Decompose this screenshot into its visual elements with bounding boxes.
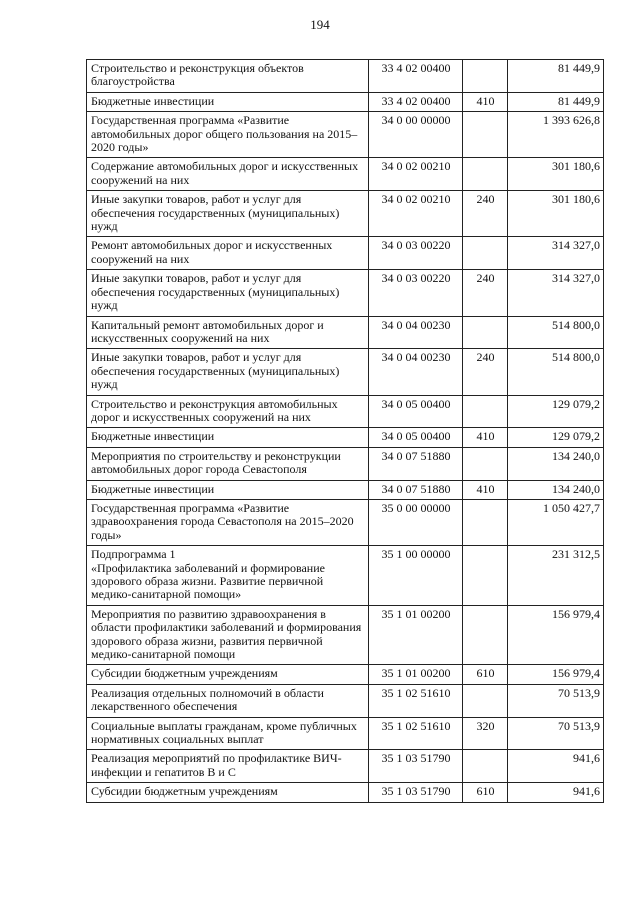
row-name-cell: Бюджетные инвестиции	[87, 480, 369, 499]
row-name-cell: Реализация отдельных полномочий в области лекарственного обеспечения	[87, 684, 369, 717]
row-amount-cell: 514 800,0	[508, 316, 604, 349]
row-code-cell: 34 0 03 00220	[369, 237, 463, 270]
row-code-cell: 33 4 02 00400	[369, 92, 463, 111]
row-name-cell: Содержание автомобильных дорог и искусственных сооружений на них	[87, 158, 369, 191]
row-amount-cell: 514 800,0	[508, 349, 604, 395]
row-expense-type-cell: 610	[463, 783, 508, 802]
row-name-cell: Субсидии бюджетным учреждениям	[87, 665, 369, 684]
row-amount-cell: 134 240,0	[508, 447, 604, 480]
row-expense-type-cell	[463, 60, 508, 93]
row-code-cell: 34 0 04 00230	[369, 316, 463, 349]
row-amount-cell: 81 449,9	[508, 92, 604, 111]
row-name-cell: Подпрограмма 1 «Профилактика заболеваний и формирование здорового образа жизни. Развитие первичной медико-санитарной помощи»	[87, 546, 369, 606]
row-amount-cell: 941,6	[508, 783, 604, 802]
table-row	[87, 92, 604, 111]
row-amount-cell: 70 513,9	[508, 684, 604, 717]
row-expense-type-cell	[463, 750, 508, 783]
row-amount-cell: 81 449,9	[508, 60, 604, 93]
row-name-cell: Государственная программа «Развитие здравоохранения города Севастополя на 2015–2020 годы»	[87, 499, 369, 545]
row-amount-cell: 129 079,2	[508, 395, 604, 428]
row-code-cell: 34 0 05 00400	[369, 395, 463, 428]
row-code-cell: 34 0 03 00220	[369, 270, 463, 316]
row-expense-type-cell: 410	[463, 428, 508, 447]
table-row	[87, 428, 604, 447]
row-amount-cell: 129 079,2	[508, 428, 604, 447]
table-row	[87, 158, 604, 191]
row-code-cell: 34 0 07 51880	[369, 480, 463, 499]
row-code-cell: 34 0 07 51880	[369, 447, 463, 480]
row-expense-type-cell	[463, 447, 508, 480]
row-code-cell: 35 1 01 00200	[369, 605, 463, 665]
budget-table-body	[87, 60, 604, 803]
table-row	[87, 112, 604, 158]
row-expense-type-cell	[463, 237, 508, 270]
row-name-cell: Бюджетные инвестиции	[87, 92, 369, 111]
table-row	[87, 316, 604, 349]
row-expense-type-cell: 410	[463, 92, 508, 111]
row-amount-cell: 156 979,4	[508, 605, 604, 665]
row-code-cell: 34 0 02 00210	[369, 158, 463, 191]
table-row	[87, 546, 604, 606]
row-code-cell: 35 1 02 51610	[369, 717, 463, 750]
table-row	[87, 349, 604, 395]
row-amount-cell: 301 180,6	[508, 191, 604, 237]
table-row	[87, 684, 604, 717]
table-row	[87, 191, 604, 237]
row-amount-cell: 1 050 427,7	[508, 499, 604, 545]
row-code-cell: 34 0 05 00400	[369, 428, 463, 447]
row-expense-type-cell: 240	[463, 349, 508, 395]
table-row	[87, 750, 604, 783]
row-code-cell: 33 4 02 00400	[369, 60, 463, 93]
row-name-cell: Иные закупки товаров, работ и услуг для обеспечения государственных (муниципальных) нужд	[87, 191, 369, 237]
row-code-cell: 35 1 03 51790	[369, 783, 463, 802]
row-amount-cell: 70 513,9	[508, 717, 604, 750]
row-code-cell: 34 0 02 00210	[369, 191, 463, 237]
row-expense-type-cell	[463, 316, 508, 349]
page-number: 194	[310, 17, 330, 32]
table-row	[87, 237, 604, 270]
row-amount-cell: 314 327,0	[508, 237, 604, 270]
row-name-cell: Строительство и реконструкция объектов благоустройства	[87, 60, 369, 93]
table-row	[87, 447, 604, 480]
row-amount-cell: 156 979,4	[508, 665, 604, 684]
row-code-cell: 34 0 00 00000	[369, 112, 463, 158]
row-expense-type-cell	[463, 605, 508, 665]
row-expense-type-cell	[463, 546, 508, 606]
row-expense-type-cell: 410	[463, 480, 508, 499]
row-name-cell: Реализация мероприятий по профилактике ВИЧ-инфекции и гепатитов В и С	[87, 750, 369, 783]
row-code-cell: 34 0 04 00230	[369, 349, 463, 395]
row-expense-type-cell	[463, 158, 508, 191]
row-expense-type-cell	[463, 395, 508, 428]
row-name-cell: Строительство и реконструкция автомобильных дорог и искусственных сооружений на них	[87, 395, 369, 428]
row-expense-type-cell	[463, 112, 508, 158]
row-code-cell: 35 1 00 00000	[369, 546, 463, 606]
row-code-cell: 35 0 00 00000	[369, 499, 463, 545]
row-amount-cell: 1 393 626,8	[508, 112, 604, 158]
row-amount-cell: 301 180,6	[508, 158, 604, 191]
row-code-cell: 35 1 02 51610	[369, 684, 463, 717]
table-row	[87, 60, 604, 93]
table-row	[87, 717, 604, 750]
budget-table	[86, 59, 604, 803]
row-name-cell: Иные закупки товаров, работ и услуг для обеспечения государственных (муниципальных) нужд	[87, 270, 369, 316]
row-name-cell: Иные закупки товаров, работ и услуг для обеспечения государственных (муниципальных) нужд	[87, 349, 369, 395]
table-row	[87, 395, 604, 428]
row-name-cell: Бюджетные инвестиции	[87, 428, 369, 447]
table-row	[87, 605, 604, 665]
row-expense-type-cell: 240	[463, 191, 508, 237]
row-name-cell: Мероприятия по развитию здравоохранения в области профилактики заболеваний и формирования здорового образа жизни, развития первичной медико-санитарной помощи	[87, 605, 369, 665]
row-name-cell: Государственная программа «Развитие автомобильных дорог общего пользования на 2015–2020 годы»	[87, 112, 369, 158]
row-expense-type-cell: 240	[463, 270, 508, 316]
row-name-cell: Мероприятия по строительству и реконструкции автомобильных дорог города Севастополя	[87, 447, 369, 480]
table-row	[87, 270, 604, 316]
table-row	[87, 499, 604, 545]
table-row	[87, 783, 604, 802]
row-amount-cell: 314 327,0	[508, 270, 604, 316]
row-expense-type-cell	[463, 499, 508, 545]
row-code-cell: 35 1 01 00200	[369, 665, 463, 684]
row-name-cell: Социальные выплаты гражданам, кроме публичных нормативных социальных выплат	[87, 717, 369, 750]
table-row	[87, 665, 604, 684]
row-amount-cell: 941,6	[508, 750, 604, 783]
row-code-cell: 35 1 03 51790	[369, 750, 463, 783]
row-expense-type-cell	[463, 684, 508, 717]
row-amount-cell: 231 312,5	[508, 546, 604, 606]
table-row	[87, 480, 604, 499]
row-name-cell: Ремонт автомобильных дорог и искусственных сооружений на них	[87, 237, 369, 270]
row-amount-cell: 134 240,0	[508, 480, 604, 499]
row-expense-type-cell: 610	[463, 665, 508, 684]
row-name-cell: Субсидии бюджетным учреждениям	[87, 783, 369, 802]
row-name-cell: Капитальный ремонт автомобильных дорог и искусственных сооружений на них	[87, 316, 369, 349]
row-expense-type-cell: 320	[463, 717, 508, 750]
